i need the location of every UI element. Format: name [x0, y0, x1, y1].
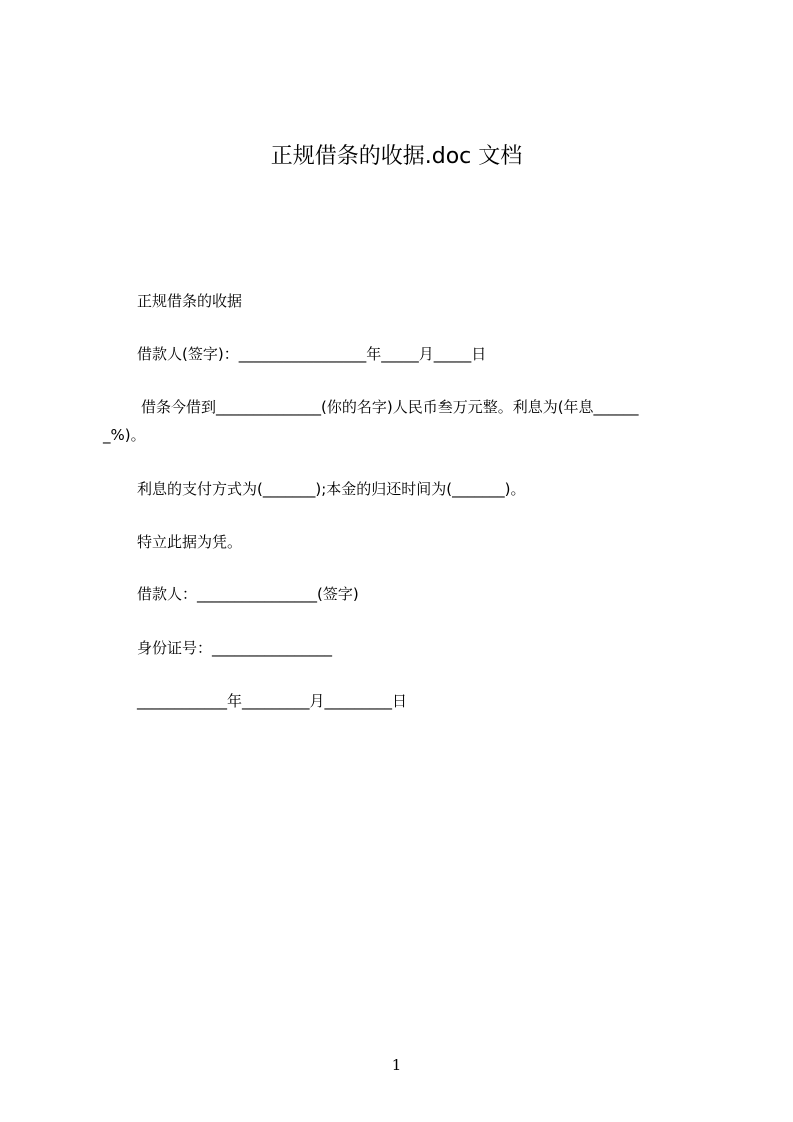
interest-rate-continuation: _%)。	[103, 426, 146, 444]
loan-statement-line: 借条今借到______________(你的名字)人民币叁万元整。利息为(年息______	[141, 398, 639, 416]
borrower-signature-line: 借款人：________________(签字)	[137, 585, 359, 603]
document-title: 正规借条的收据.doc 文档	[270, 144, 523, 169]
borrower-signature-date-line: 借款人(签字)：_________________年_____月_____日	[137, 345, 487, 363]
page-number: 1	[391, 1056, 402, 1074]
id-number-line: 身份证号：________________	[137, 639, 333, 657]
payment-terms-line: 利息的支付方式为(_______);本金的归还时间为(_______)。	[137, 480, 526, 498]
date-line: ____________年_________月_________日	[137, 692, 408, 710]
receipt-heading: 正规借条的收据	[137, 292, 243, 310]
certification-line: 特立此据为凭。	[137, 533, 243, 551]
